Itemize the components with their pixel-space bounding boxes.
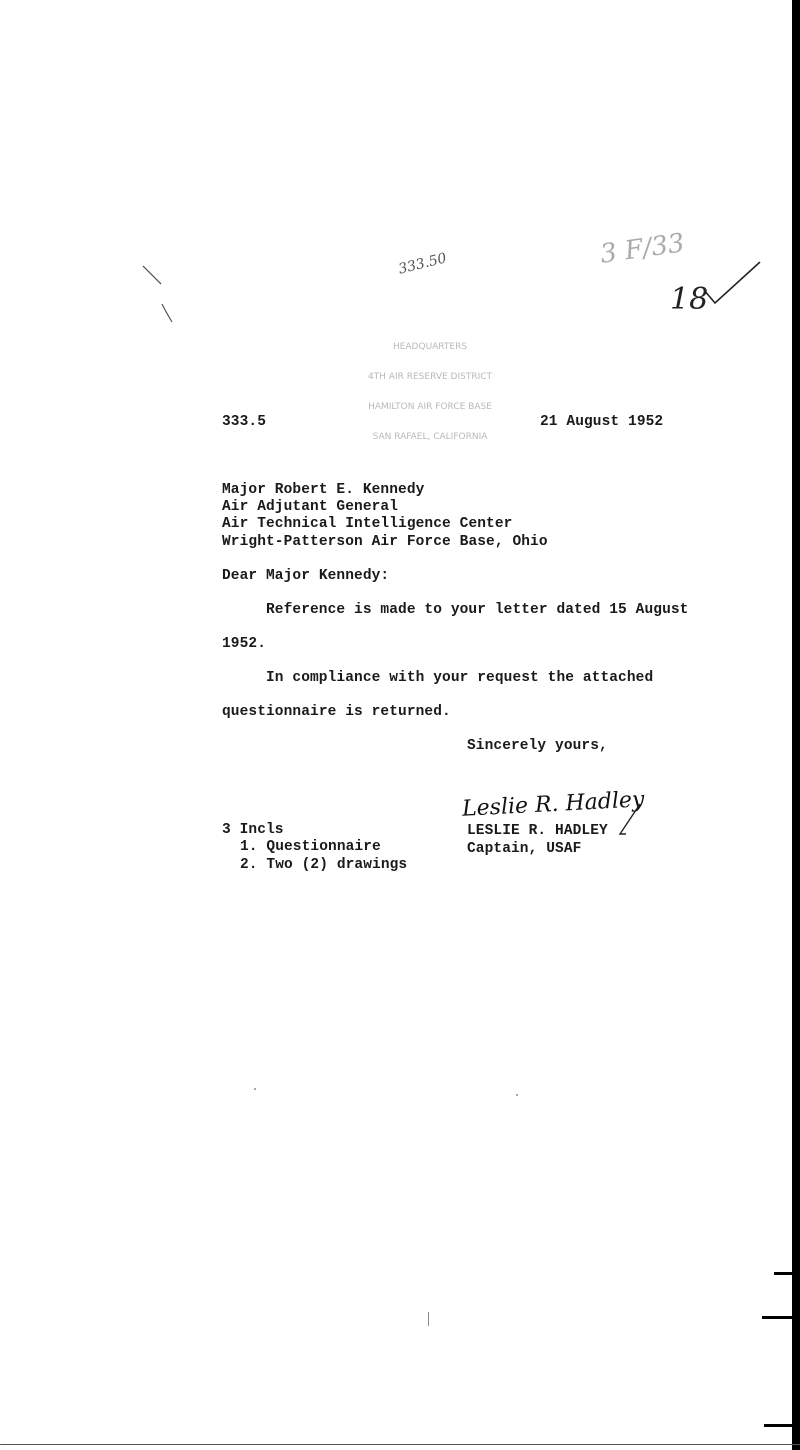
paragraph-2-line-1: In compliance with your request the attached [266,670,654,686]
center-file-annotation: 333.50 [396,250,449,278]
stamp-line: 4TH AIR RESERVE DISTRICT [367,372,493,382]
scan-speck [516,1094,518,1096]
top-right-count-annotation: 18 [670,282,709,317]
paragraph-2-line-2: questionnaire is returned. [222,704,451,720]
letter-date: 21 August 1952 [540,414,664,430]
scan-edge-tick [764,1424,796,1427]
signer-title: Captain, USAF [467,841,582,857]
scan-speck [428,1312,429,1326]
top-right-file-annotation: 3 F/33 [598,228,687,270]
handwritten-signature: Leslie R. Hadley [461,787,645,822]
paragraph-1-line-2: 1952. [222,636,267,652]
scan-edge-border [792,0,800,1450]
recipient-line: Wright-Patterson Air Force Base, Ohio [222,534,548,550]
recipient-line: Air Technical Intelligence Center [222,516,513,532]
salutation: Dear Major Kennedy: [222,568,390,584]
enclosures-heading: 3 Incls [222,822,284,838]
checkmark-icon [704,262,760,303]
scan-edge-tick [762,1316,796,1319]
scan-speck [254,1088,256,1090]
signature-flourish [612,800,652,840]
enclosure-item: 1. Questionnaire [240,839,381,855]
file-number: 333.5 [222,414,267,430]
received-stamp [330,322,530,452]
stamp-line: HAMILTON AIR FORCE BASE [368,402,492,412]
closing: Sincerely yours, [467,738,608,754]
scan-edge-tick [774,1272,796,1275]
paragraph-1-line-1: Reference is made to your letter dated 15 August [266,602,689,618]
recipient-line: Air Adjutant General [222,499,399,515]
stamp-line: SAN RAFAEL, CALIFORNIA [372,432,488,442]
enclosure-item: 2. Two (2) drawings [240,857,408,873]
stamp-line: HEADQUARTERS [392,342,468,352]
scan-speck [0,1444,800,1445]
recipient-line: Major Robert E. Kennedy [222,482,425,498]
signer-name: LESLIE R. HADLEY [467,823,608,839]
